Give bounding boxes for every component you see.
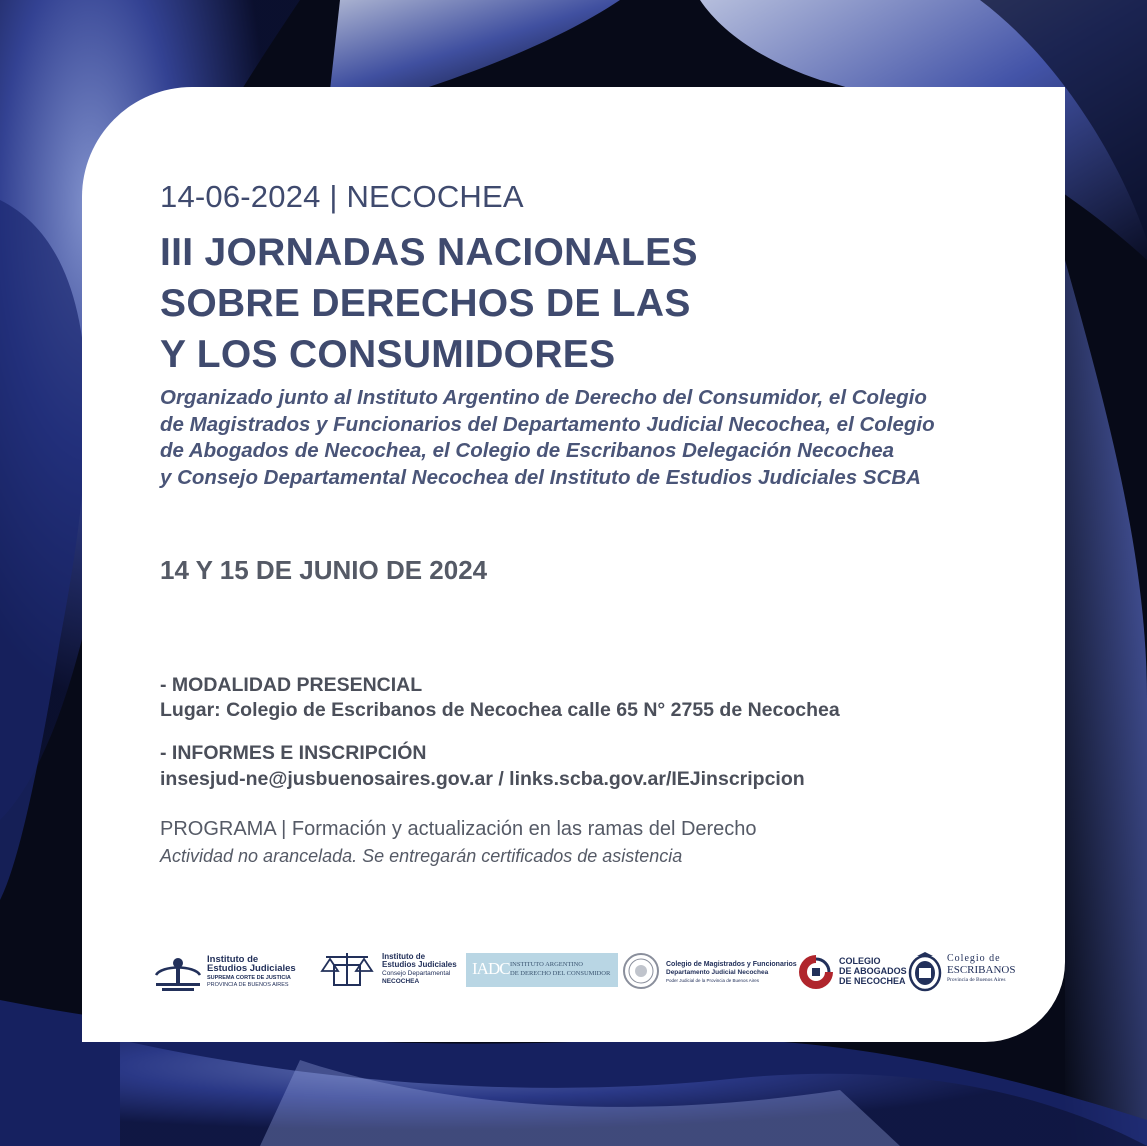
logo-iej-scba: Instituto de Estudios Judiciales SUPREMA CORTE DE JUSTICIA PROVINCIA DE BUENOS AIRES (152, 949, 302, 997)
abogados-emblem-icon (797, 953, 835, 991)
coat-of-arms-icon (907, 952, 943, 992)
logo-iadc: IADC INSTITUTO ARGENTINO DE DERECHO DEL CONSUMIDOR (466, 953, 618, 987)
logo-colegio-abogados: COLEGIO DE ABOGADOS DE NECOCHEA (797, 949, 902, 997)
title-line: III JORNADAS NACIONALES (160, 231, 698, 274)
organizers-text (160, 385, 935, 491)
event-title (160, 227, 698, 380)
registration-heading: - INFORMES E INSCRIPCIÓN (160, 742, 427, 764)
subtitle-line: Organizado junto al Instituto Argentino de Derecho del Consumidor, el Colegio (160, 386, 927, 409)
date-location: 14-06-2024 | NECOCHEA (160, 179, 524, 214)
certificate-note: Actividad no arancelada. Se entregarán certificados de asistencia (160, 846, 683, 866)
event-days: 14 Y 15 DE JUNIO DE 2024 (160, 555, 488, 585)
iadc-monogram: IADC (472, 959, 510, 978)
contact-link[interactable]: insesjud-ne@jusbuenosaires.gov.ar / links.scba.gov.ar/IEJinscripcion (160, 768, 805, 790)
balance-scale-icon (152, 953, 204, 993)
program-text: PROGRAMA | Formación y actualización en las ramas del Derecho (160, 818, 757, 840)
modality-heading: - MODALIDAD PRESENCIAL (160, 674, 423, 696)
subtitle-line: de Abogados de Necochea, el Colegio de Escribanos Delegación Necochea (160, 439, 895, 462)
seal-icon (622, 952, 660, 990)
title-line: Y LOS CONSUMIDORES (160, 333, 616, 376)
info-card (82, 87, 1065, 1042)
logo-colegio-escribanos: Colegio de ESCRIBANOS Provincia de Buenos Aires (907, 949, 1027, 997)
subtitle-line: de Magistrados y Funcionarios del Departamento Judicial Necochea, el Colegio (160, 412, 935, 436)
scales-icon (320, 951, 374, 989)
logo-colegio-magistrados: Colegio de Magistrados y Funcionarios Departamento Judicial Necochea Poder Judicial de la Provincia de Buenos Aires (622, 949, 794, 997)
subtitle-line: y Consejo Departamental Necochea del Instituto de Estudios Judiciales SCBA (160, 465, 921, 489)
title-line: SOBRE DERECHOS DE LAS (160, 282, 691, 325)
sponsor-logos (152, 949, 1032, 999)
venue-text: Lugar: Colegio de Escribanos de Necochea calle 65 N° 2755 de Necochea (160, 699, 840, 721)
logo-consejo-necochea: Instituto de Estudios Judiciales Consejo Departamental NECOCHEA (320, 949, 460, 997)
